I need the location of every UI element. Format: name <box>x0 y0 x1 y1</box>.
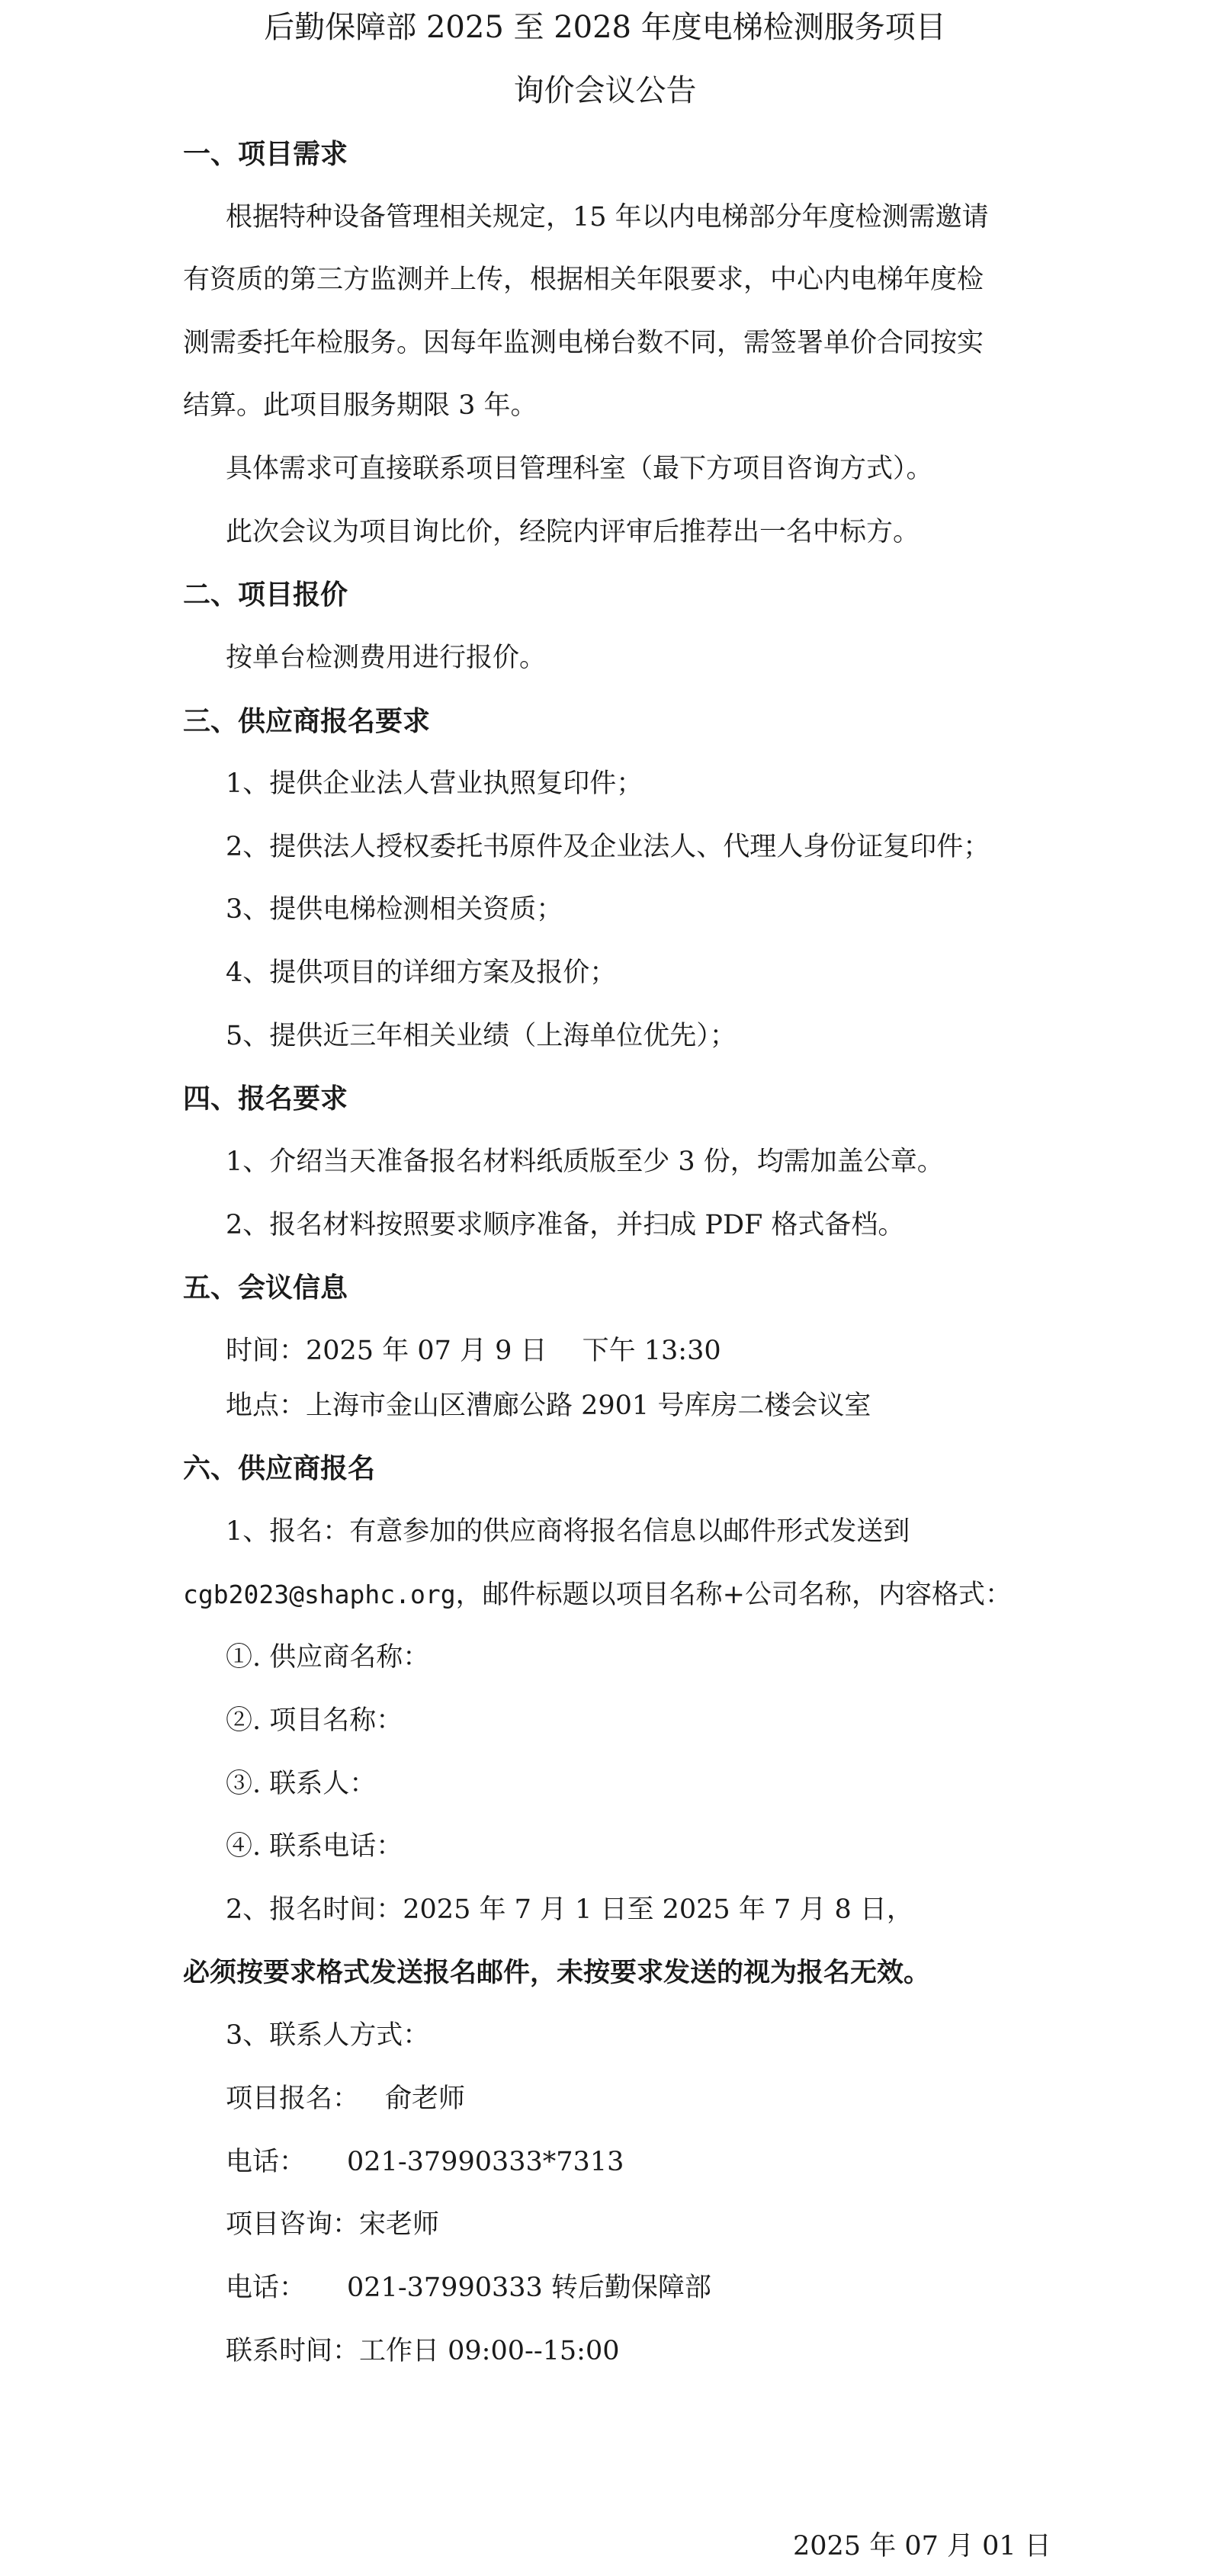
list-item: 2、提供法人授权委托书原件及企业法人、代理人身份证复印件； <box>226 832 990 862</box>
format-field: ④. 联系电话： <box>226 1831 403 1862</box>
publish-date: 2025 年 07 月 01 日 <box>793 2531 1051 2562</box>
paragraph-line: 有资质的第三方监测并上传，根据相关年限要求，中心内电梯年度检 <box>183 265 984 295</box>
meeting-place: 地点：上海市金山区漕廊公路 2901 号库房二楼会议室 <box>226 1391 871 1421</box>
contact-line <box>226 2145 624 2179</box>
document-title: 后勤保障部 2025 至 2028 年度电梯检测服务项目 <box>264 10 946 45</box>
paragraph-line: 按单台检测费用进行报价。 <box>226 643 547 673</box>
list-item: 1、介绍当天准备报名材料纸质版至少 3 份，均需加盖公章。 <box>226 1147 944 1177</box>
section-heading-supplier-requirements: 三、供应商报名要求 <box>183 705 431 737</box>
section-heading-registration-requirements: 四、报名要求 <box>183 1083 348 1115</box>
contact-label: 项目报名： <box>226 2084 360 2114</box>
list-item: 5、提供近三年相关业绩（上海单位优先）； <box>226 1021 737 1051</box>
section-heading-requirements: 一、项目需求 <box>183 138 348 170</box>
contact-name: 俞老师 <box>385 2084 466 2114</box>
paragraph-line: 结算。此项目服务期限 3 年。 <box>183 390 538 421</box>
list-item: 2、报名材料按照要求顺序准备，并扫成 PDF 格式备档。 <box>226 1210 905 1240</box>
important-notice: 必须按要求格式发送报名邮件，未按要求发送的视为报名无效。 <box>183 1957 931 1988</box>
paragraph-line: 根据特种设备管理相关规定，15 年以内电梯部分年度检测需邀请 <box>226 202 989 233</box>
phone-label: 电话： <box>226 2273 307 2303</box>
contact-line <box>226 2082 465 2116</box>
format-field: ②. 项目名称： <box>226 1705 403 1736</box>
section-heading-meeting-info: 五、会议信息 <box>183 1272 348 1304</box>
email-instruction: ，邮件标题以项目名称+公司名称，内容格式： <box>455 1580 1012 1610</box>
format-field: ③. 联系人： <box>226 1769 377 1799</box>
list-item: 1、报名：有意参加的供应商将报名信息以邮件形式发送到 <box>226 1516 910 1547</box>
list-item: 1、提供企业法人营业执照复印件； <box>226 768 644 799</box>
list-item: 3、提供电梯检测相关资质； <box>226 894 563 925</box>
meeting-time: 时间：2025 年 07 月 9 日 下午 13:30 <box>226 1336 721 1366</box>
paragraph-line: 此次会议为项目询比价，经院内评审后推荐出一名中标方。 <box>226 517 920 547</box>
paragraph-line: 具体需求可直接联系项目管理科室（最下方项目咨询方式）。 <box>226 454 933 484</box>
list-item: 3、联系人方式： <box>226 2020 430 2051</box>
contact-line <box>226 2271 711 2305</box>
section-heading-supplier-registration: 六、供应商报名 <box>183 1452 376 1484</box>
format-field: ①. 供应商名称： <box>226 1642 430 1673</box>
phone-number: 021-37990333 转后勤保障部 <box>347 2273 711 2303</box>
email-link[interactable]: cgb2023@shaphc.org <box>183 1580 456 1609</box>
list-item: 2、报名时间：2025 年 7 月 1 日至 2025 年 7 月 8 日， <box>226 1894 913 1925</box>
contact-hours: 联系时间：工作日 09:00--15:00 <box>226 2336 620 2366</box>
paragraph-line: 测需委托年检服务。因每年监测电梯台数不同，需签署单价合同按实 <box>183 328 984 358</box>
phone-number: 021-37990333*7313 <box>347 2147 624 2177</box>
paragraph-line <box>183 1578 1012 1612</box>
contact-line: 项目咨询：宋老师 <box>226 2209 440 2240</box>
list-item: 4、提供项目的详细方案及报价； <box>226 958 617 988</box>
section-heading-quotation: 二、项目报价 <box>183 579 348 611</box>
document-subtitle: 询价会议公告 <box>513 73 697 108</box>
phone-label: 电话： <box>226 2147 307 2177</box>
